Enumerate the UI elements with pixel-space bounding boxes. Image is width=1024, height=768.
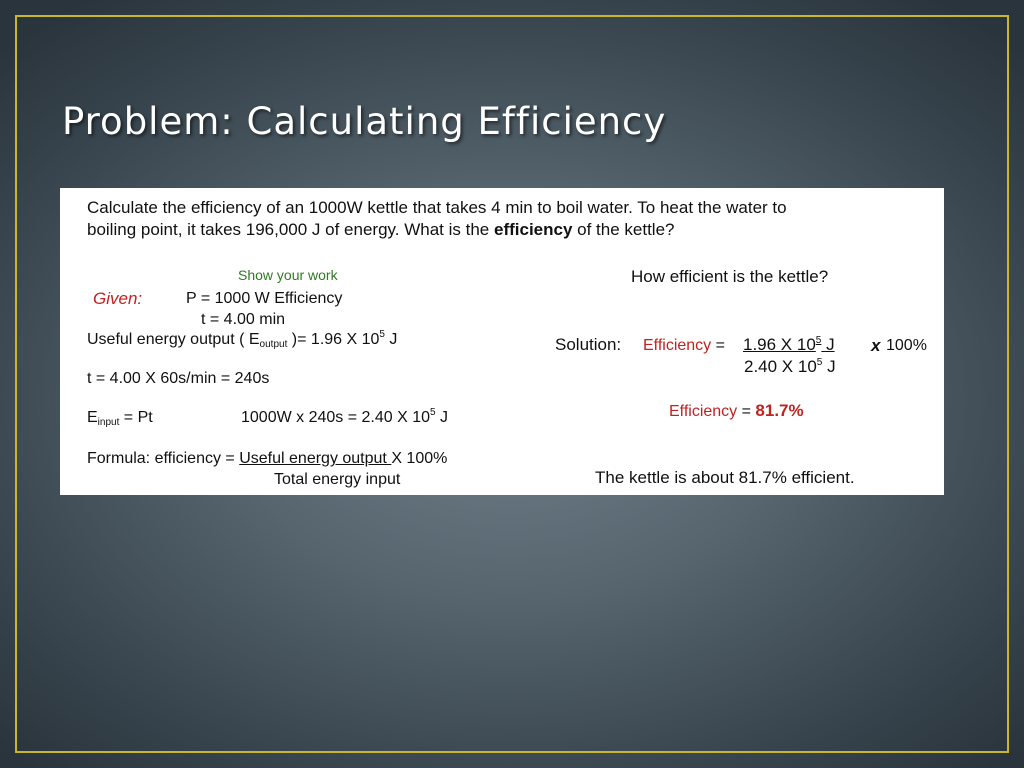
problem-line-1: Calculate the efficiency of an 1000W kettle that takes 4 min to boil water. To heat the water to [87,198,787,217]
energy-input-calc-unit: J [435,409,449,426]
formula-denominator: Total energy input [274,471,401,488]
formula-label: Formula: efficiency = [87,450,240,467]
solution-times-100: 100% [886,337,927,354]
formula-line [87,450,447,468]
solution-denominator-exponent: 5 [816,357,823,368]
useful-energy-exponent: 5 [379,329,385,340]
useful-energy-subscript: output [259,339,288,350]
solution-numerator-value: 1.96 X 10 [743,335,816,354]
solution-result [669,401,804,421]
result-value: 81.7% [755,401,804,420]
solution-equals: = [711,337,725,354]
result-efficiency-word: Efficiency [669,403,738,420]
problem-line-2-start: boiling point, it takes 196,000 J of energy. What is the [87,220,494,239]
solution-equation-left [643,337,725,355]
solution-denominator [744,357,836,377]
given-time: t = 4.00 min [201,311,286,328]
solution-numerator-unit: J [821,335,835,354]
useful-energy-text: Useful energy output ( E [87,331,260,348]
solution-efficiency-word: Efficiency [643,337,712,354]
solution-label: Solution: [555,335,622,354]
useful-energy-line [87,331,397,349]
problem-line-2 [87,220,675,240]
energy-input-calc-value: 1000W x 240s = 2.40 X 10 [241,409,431,426]
time-conversion: t = 4.00 X 60s/min = 240s [87,370,270,387]
solution-times-sign: x [871,336,881,355]
solution-denominator-value: 2.40 X 10 [744,357,817,376]
show-your-work-label: Show your work [238,267,338,283]
energy-input-pt: = Pt [119,409,153,426]
energy-input-subscript: input [97,417,120,428]
given-power: P = 1000 W Efficiency [186,290,343,307]
slide-title: Problem: Calculating Efficiency [62,100,667,143]
energy-input-calculation [241,409,448,427]
energy-input-calc-exponent: 5 [430,407,436,418]
useful-energy-unit: J [384,331,398,348]
solution-numerator-exponent: 5 [815,335,822,346]
problem-efficiency-word: efficiency [493,220,573,239]
given-label: Given: [93,289,143,308]
problem-line-2-end: of the kettle? [572,220,675,239]
solution-denominator-unit: J [822,357,836,376]
solution-conclusion: The kettle is about 81.7% efficient. [595,468,855,487]
formula-times-100: X 100% [391,450,448,467]
problem-image [60,188,944,495]
formula-numerator: Useful energy output [239,450,392,467]
solution-question: How efficient is the kettle? [631,267,829,286]
energy-input-formula [87,409,153,427]
result-equals: = [737,403,756,420]
solution-numerator [743,335,835,355]
energy-input-e: E [87,409,98,426]
useful-energy-value: )= 1.96 X 10 [287,331,380,348]
